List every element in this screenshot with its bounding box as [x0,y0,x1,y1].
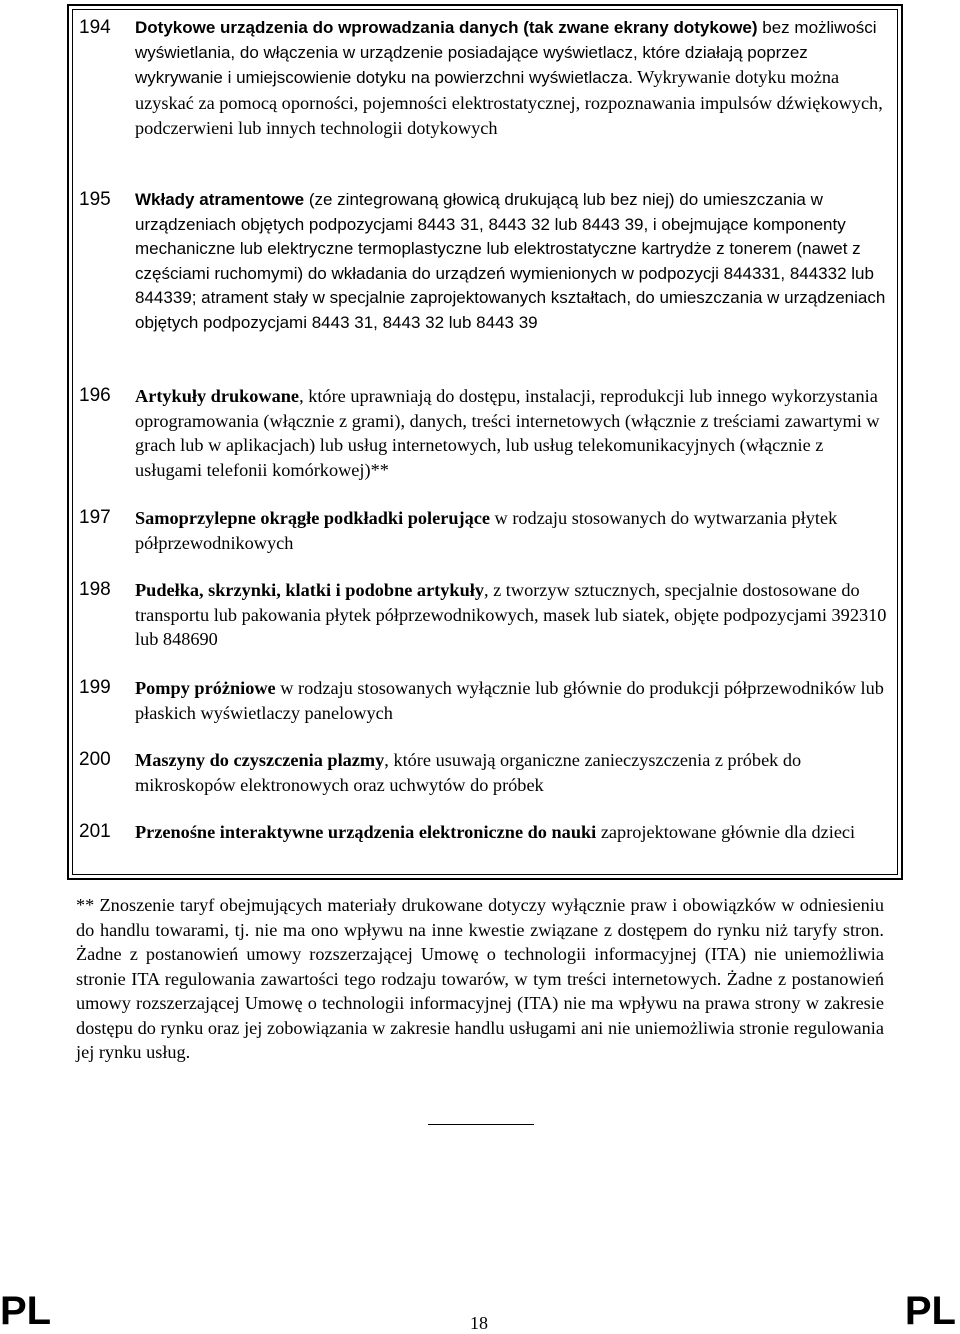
end-rule [428,1124,534,1125]
footnote: ** Znoszenie taryf obejmujących materiały drukowane dotyczy wyłącznie praw i obowiązków w odniesieniu do handlu towarami, tj. nie ma ono wpływu na inne kwestie związane z dostępem do rynku niż taryfy stron. Żadne z postanowień umowy rozszerzającej Umowę o technologii informacyjnej (ITA) nie uniemożliwia stronie ITA regulowania zawartości tego rodzaju towarów, w tym treści internetowych. Żadne z postanowień umowy rozszerzającej Umowę o technologii informacyjnej (ITA) nie ma wpływu na prawa strony w zakresie dostępu do rynku oraz jej zobowiązania w zakresie handlu usługami ani nie uniemożliwia stronie regulowania jej rynku usług. [76,895,884,1062]
entry-text [135,188,893,335]
entry-title: Samoprzylepne okrągłe podkładki polerujące [135,508,490,528]
entry-description: zaprojektowane głównie dla dzieci [596,822,856,842]
entry-description: (ze zintegrowaną głowicą drukującą lub bez niej) do umieszczania w urządzeniach objętych podpozycjami 8443 31, 8443 32 lub 8443 39, i obejmujące komponenty mechaniczne lub elektryczne termoplastyczne lub elektrostatyczne kartrydże z tonerem (nawet z częściami ruchomymi) do wkładania do urządzeń wymienionych w podpozycji 844331, 844332 lub 844339; atrament stały w specjalnie zaprojektowanych kształtach, do umieszczania w urządzeniach objętych podpozycjami 8443 31, 8443 32 lub 8443 39 [135,190,886,332]
entry-description: , z tworzyw sztucznych, specjalnie dostosowane do transportu lub pakowania płytek półprzewodnikowych, masek lub siatek, objęte podpozycjami 392310 lub 848690 [135,580,887,649]
entry-text [135,820,893,845]
entry-text [135,16,893,142]
entry-title: Wkłady atramentowe [135,190,305,209]
entry-description: w rodzaju stosowanych wyłącznie lub głównie do produkcji półprzewodników lub płaskich wyświetlaczy panelowych [135,678,884,723]
entry-number: 194 [79,17,111,38]
entry-description: w rodzaju stosowanych do wytwarzania płytek półprzewodnikowych [135,508,838,553]
entries-table [67,4,903,880]
entry-title: Pompy próżniowe [135,678,276,698]
entry-number: 201 [79,821,111,842]
entry-title: Artykuły drukowane [135,386,300,406]
entry-number: 196 [79,385,111,406]
entry-text [135,578,893,652]
entry-title: Pudełka, skrzynki, klatki i podobne artykuły [135,580,484,600]
entry-title: Przenośne interaktywne urządzenia elektroniczne do nauki [135,822,597,842]
entry-description: , które uprawniają do dostępu, instalacji, reprodukcji lub innego wykorzystania oprogramowania (włącznie z grami), danych, treści internetowych (włącznie z treściami zawartymi w grach lub w aplikacjach) lub usług internetowych, lub usług telekomunikacyjnych (włącznie z usługami telefonii komórkowej)** [135,386,880,480]
entry-description-continued: Wykrywanie dotyku można uzyskać za pomocą oporności, pojemności elektrostatycznej, rozpoznawania impulsów dźwiękowych, podczerwieni lub innych technologii dotykowych [135,67,883,138]
entry-number: 200 [79,749,111,770]
entry-text [135,506,893,555]
entry-text [135,748,893,797]
entry-number: 195 [79,189,111,210]
entry-description: bez możliwości wyświetlania, do włączenia w urządzenie posiadające wyświetlacz, które działają poprzez wykrywanie i umiejscowienie dotyku na powierzchni wyświetlacza. [135,18,877,87]
entry-description: , które usuwają organiczne zanieczyszczenia z próbek do mikroskopów elektronowych oraz uchwytów do próbek [135,750,802,795]
entry-text [135,676,893,725]
entry-number: 199 [79,677,111,698]
entry-number: 197 [79,507,111,528]
entry-number: 198 [79,579,111,600]
entry-title: Dotykowe urządzenia do wprowadzania danych (tak zwane ekrany dotykowe) [135,18,758,37]
footer-language-right: PL [904,1289,956,1333]
entry-title: Maszyny do czyszczenia plazmy [135,750,385,770]
page-number: 18 [470,1313,488,1333]
entry-text [135,384,893,482]
footer-language-left: PL [0,1289,52,1333]
